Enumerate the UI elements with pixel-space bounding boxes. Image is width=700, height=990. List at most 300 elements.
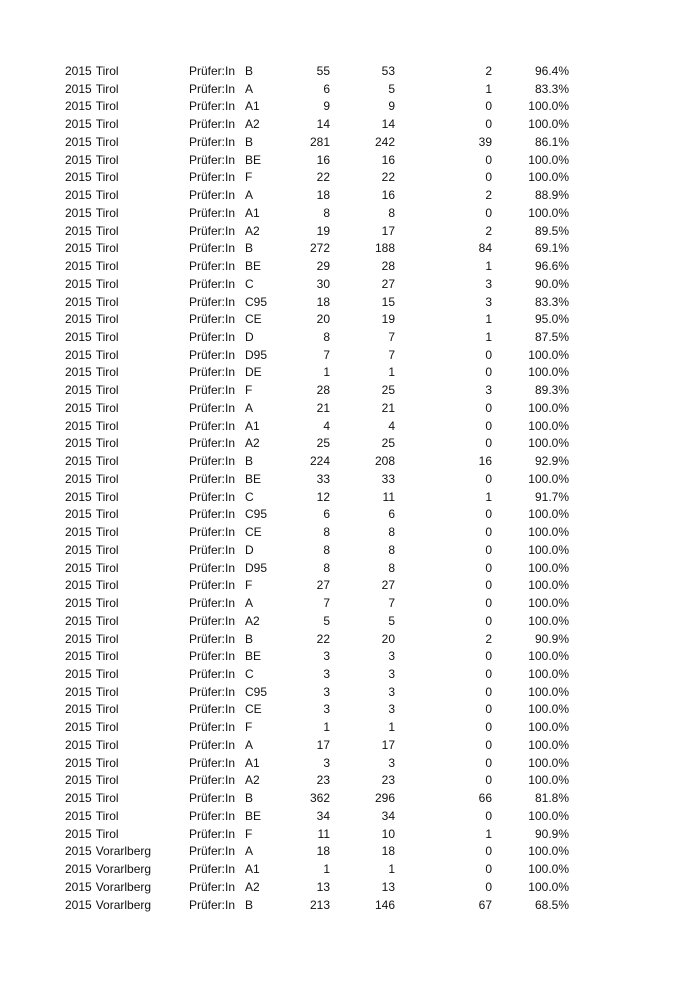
total-count-cell: 19 xyxy=(316,223,330,238)
data-table xyxy=(0,63,700,914)
failed-count-cell: 2 xyxy=(485,64,492,78)
total-count-cell: 3 xyxy=(323,649,330,664)
table-row xyxy=(0,719,700,737)
examiner-cell: Prüfer:In xyxy=(189,64,236,78)
pass-rate-cell: 100.0% xyxy=(528,99,569,114)
examiner-cell: Prüfer:In xyxy=(189,205,236,220)
year-cell: 2015 xyxy=(65,454,92,469)
failed-count-cell: 1 xyxy=(485,826,492,841)
region-cell: Tirol xyxy=(95,330,119,345)
failed-count-cell: 0 xyxy=(485,578,492,593)
table-row xyxy=(0,524,700,542)
examiner-cell: Prüfer:In xyxy=(189,791,236,806)
passed-count-cell: 3 xyxy=(388,666,395,681)
table-row xyxy=(0,808,700,826)
pass-rate-cell: 88.9% xyxy=(534,188,569,203)
pass-rate-cell: 89.3% xyxy=(534,383,569,398)
failed-count-cell: 0 xyxy=(485,844,492,859)
examiner-cell: Prüfer:In xyxy=(189,844,236,859)
passed-count-cell: 8 xyxy=(388,525,395,540)
table-row xyxy=(0,684,700,702)
year-cell: 2015 xyxy=(65,223,92,238)
pass-rate-cell: 100.0% xyxy=(528,844,569,859)
total-count-cell: 6 xyxy=(323,507,330,522)
region-cell: Tirol xyxy=(95,471,119,486)
passed-count-cell: 7 xyxy=(388,330,395,345)
failed-count-cell: 0 xyxy=(485,808,492,823)
table-row xyxy=(0,879,700,897)
passed-count-cell: 3 xyxy=(388,649,395,664)
total-count-cell: 3 xyxy=(323,702,330,717)
region-cell: Tirol xyxy=(95,737,119,752)
pass-rate-cell: 89.5% xyxy=(534,223,569,238)
license-class-cell: B xyxy=(245,241,254,256)
total-count-cell: 34 xyxy=(316,808,330,823)
year-cell: 2015 xyxy=(65,862,92,877)
failed-count-cell: 1 xyxy=(485,259,492,274)
table-row xyxy=(0,471,700,489)
region-cell: Tirol xyxy=(95,188,119,203)
year-cell: 2015 xyxy=(65,330,92,345)
license-class-cell: F xyxy=(245,170,253,185)
examiner-cell: Prüfer:In xyxy=(189,241,236,256)
total-count-cell: 3 xyxy=(323,684,330,699)
region-cell: Tirol xyxy=(95,241,119,256)
license-class-cell: BE xyxy=(245,808,262,823)
pass-rate-cell: 100.0% xyxy=(528,542,569,557)
total-count-cell: 55 xyxy=(316,64,330,78)
year-cell: 2015 xyxy=(65,808,92,823)
failed-count-cell: 0 xyxy=(485,205,492,220)
failed-count-cell: 0 xyxy=(485,507,492,522)
passed-count-cell: 8 xyxy=(388,560,395,575)
failed-count-cell: 3 xyxy=(485,276,492,291)
region-cell: Tirol xyxy=(95,720,119,735)
year-cell: 2015 xyxy=(65,347,92,362)
passed-count-cell: 8 xyxy=(388,542,395,557)
examiner-cell: Prüfer:In xyxy=(189,188,236,203)
region-cell: Tirol xyxy=(95,755,119,770)
passed-count-cell: 8 xyxy=(388,205,395,220)
total-count-cell: 25 xyxy=(316,436,330,451)
table-row xyxy=(0,169,700,187)
failed-count-cell: 0 xyxy=(485,613,492,628)
region-cell: Tirol xyxy=(95,170,119,185)
region-cell: Tirol xyxy=(95,347,119,362)
pass-rate-cell: 86.1% xyxy=(534,134,569,149)
license-class-cell: B xyxy=(245,631,254,646)
license-class-cell: B xyxy=(245,454,254,469)
examiner-cell: Prüfer:In xyxy=(189,117,236,132)
failed-count-cell: 0 xyxy=(485,773,492,788)
total-count-cell: 8 xyxy=(323,525,330,540)
table-row xyxy=(0,701,700,719)
examiner-cell: Prüfer:In xyxy=(189,613,236,628)
table-row xyxy=(0,116,700,134)
region-cell: Tirol xyxy=(95,383,119,398)
license-class-cell: A2 xyxy=(245,436,260,451)
total-count-cell: 13 xyxy=(316,879,330,894)
total-count-cell: 17 xyxy=(316,737,330,752)
total-count-cell: 18 xyxy=(316,844,330,859)
license-class-cell: DE xyxy=(245,365,262,380)
table-row xyxy=(0,595,700,613)
region-cell: Tirol xyxy=(95,294,119,309)
license-class-cell: A2 xyxy=(245,879,260,894)
failed-count-cell: 0 xyxy=(485,471,492,486)
year-cell: 2015 xyxy=(65,702,92,717)
region-cell: Tirol xyxy=(95,81,119,96)
failed-count-cell: 0 xyxy=(485,117,492,132)
license-class-cell: D xyxy=(245,330,254,345)
table-row xyxy=(0,382,700,400)
total-count-cell: 224 xyxy=(309,454,330,469)
passed-count-cell: 34 xyxy=(381,808,395,823)
pass-rate-cell: 100.0% xyxy=(528,170,569,185)
examiner-cell: Prüfer:In xyxy=(189,879,236,894)
examiner-cell: Prüfer:In xyxy=(189,862,236,877)
table-row xyxy=(0,506,700,524)
total-count-cell: 27 xyxy=(316,578,330,593)
passed-count-cell: 21 xyxy=(381,400,395,415)
examiner-cell: Prüfer:In xyxy=(189,773,236,788)
failed-count-cell: 1 xyxy=(485,489,492,504)
license-class-cell: C xyxy=(245,666,254,681)
region-cell: Tirol xyxy=(95,631,119,646)
examiner-cell: Prüfer:In xyxy=(189,684,236,699)
examiner-cell: Prüfer:In xyxy=(189,720,236,735)
failed-count-cell: 0 xyxy=(485,542,492,557)
region-cell: Vorarlberg xyxy=(95,844,152,859)
examiner-cell: Prüfer:In xyxy=(189,365,236,380)
failed-count-cell: 0 xyxy=(485,347,492,362)
year-cell: 2015 xyxy=(65,134,92,149)
pass-rate-cell: 90.9% xyxy=(534,826,569,841)
pass-rate-cell: 100.0% xyxy=(528,684,569,699)
examiner-cell: Prüfer:In xyxy=(189,489,236,504)
region-cell: Vorarlberg xyxy=(95,897,152,912)
passed-count-cell: 18 xyxy=(381,844,395,859)
pass-rate-cell: 92.9% xyxy=(534,454,569,469)
total-count-cell: 18 xyxy=(316,294,330,309)
examiner-cell: Prüfer:In xyxy=(189,294,236,309)
region-cell: Tirol xyxy=(95,117,119,132)
pass-rate-cell: 100.0% xyxy=(528,436,569,451)
year-cell: 2015 xyxy=(65,773,92,788)
table-row xyxy=(0,453,700,471)
table-row xyxy=(0,311,700,329)
table-row xyxy=(0,294,700,312)
pass-rate-cell: 100.0% xyxy=(528,613,569,628)
table-row xyxy=(0,205,700,223)
examiner-cell: Prüfer:In xyxy=(189,560,236,575)
passed-count-cell: 7 xyxy=(388,596,395,611)
region-cell: Tirol xyxy=(95,99,119,114)
failed-count-cell: 1 xyxy=(485,312,492,327)
year-cell: 2015 xyxy=(65,81,92,96)
table-row xyxy=(0,826,700,844)
year-cell: 2015 xyxy=(65,117,92,132)
total-count-cell: 213 xyxy=(309,897,330,912)
table-row xyxy=(0,631,700,649)
table-row xyxy=(0,613,700,631)
total-count-cell: 29 xyxy=(316,259,330,274)
total-count-cell: 3 xyxy=(323,755,330,770)
year-cell: 2015 xyxy=(65,525,92,540)
license-class-cell: A1 xyxy=(245,205,260,220)
table-row xyxy=(0,258,700,276)
region-cell: Tirol xyxy=(95,525,119,540)
license-class-cell: F xyxy=(245,826,253,841)
table-row xyxy=(0,897,700,915)
year-cell: 2015 xyxy=(65,418,92,433)
pass-rate-cell: 100.0% xyxy=(528,400,569,415)
table-row xyxy=(0,98,700,116)
year-cell: 2015 xyxy=(65,542,92,557)
pass-rate-cell: 100.0% xyxy=(528,808,569,823)
year-cell: 2015 xyxy=(65,276,92,291)
passed-count-cell: 1 xyxy=(388,720,395,735)
license-class-cell: CE xyxy=(245,702,262,717)
license-class-cell: C95 xyxy=(245,294,268,309)
examiner-cell: Prüfer:In xyxy=(189,152,236,167)
pass-rate-cell: 100.0% xyxy=(528,666,569,681)
table-row xyxy=(0,755,700,773)
failed-count-cell: 1 xyxy=(485,81,492,96)
year-cell: 2015 xyxy=(65,578,92,593)
total-count-cell: 18 xyxy=(316,188,330,203)
pass-rate-cell: 100.0% xyxy=(528,418,569,433)
license-class-cell: F xyxy=(245,383,253,398)
year-cell: 2015 xyxy=(65,312,92,327)
examiner-cell: Prüfer:In xyxy=(189,259,236,274)
table-row xyxy=(0,843,700,861)
region-cell: Tirol xyxy=(95,666,119,681)
pass-rate-cell: 81.8% xyxy=(534,791,569,806)
examiner-cell: Prüfer:In xyxy=(189,542,236,557)
year-cell: 2015 xyxy=(65,489,92,504)
failed-count-cell: 0 xyxy=(485,400,492,415)
total-count-cell: 22 xyxy=(316,170,330,185)
table-row xyxy=(0,63,700,81)
examiner-cell: Prüfer:In xyxy=(189,383,236,398)
total-count-cell: 14 xyxy=(316,117,330,132)
failed-count-cell: 0 xyxy=(485,170,492,185)
total-count-cell: 7 xyxy=(323,596,330,611)
table-row xyxy=(0,418,700,436)
region-cell: Tirol xyxy=(95,454,119,469)
total-count-cell: 9 xyxy=(323,99,330,114)
year-cell: 2015 xyxy=(65,507,92,522)
year-cell: 2015 xyxy=(65,400,92,415)
passed-count-cell: 4 xyxy=(388,418,395,433)
license-class-cell: B xyxy=(245,134,254,149)
year-cell: 2015 xyxy=(65,383,92,398)
passed-count-cell: 14 xyxy=(381,117,395,132)
examiner-cell: Prüfer:In xyxy=(189,312,236,327)
total-count-cell: 4 xyxy=(323,418,330,433)
year-cell: 2015 xyxy=(65,897,92,912)
passed-count-cell: 9 xyxy=(388,99,395,114)
pass-rate-cell: 100.0% xyxy=(528,879,569,894)
license-class-cell: B xyxy=(245,791,254,806)
pass-rate-cell: 100.0% xyxy=(528,347,569,362)
year-cell: 2015 xyxy=(65,259,92,274)
pass-rate-cell: 100.0% xyxy=(528,152,569,167)
total-count-cell: 6 xyxy=(323,81,330,96)
pass-rate-cell: 100.0% xyxy=(528,365,569,380)
year-cell: 2015 xyxy=(65,241,92,256)
failed-count-cell: 0 xyxy=(485,666,492,681)
failed-count-cell: 0 xyxy=(485,525,492,540)
pass-rate-cell: 68.5% xyxy=(534,897,569,912)
year-cell: 2015 xyxy=(65,755,92,770)
examiner-cell: Prüfer:In xyxy=(189,737,236,752)
total-count-cell: 30 xyxy=(316,276,330,291)
year-cell: 2015 xyxy=(65,649,92,664)
year-cell: 2015 xyxy=(65,99,92,114)
license-class-cell: A2 xyxy=(245,223,260,238)
pass-rate-cell: 96.6% xyxy=(534,259,569,274)
total-count-cell: 20 xyxy=(316,312,330,327)
pass-rate-cell: 100.0% xyxy=(528,525,569,540)
table-row xyxy=(0,187,700,205)
failed-count-cell: 0 xyxy=(485,99,492,114)
table-row xyxy=(0,329,700,347)
pass-rate-cell: 90.9% xyxy=(534,631,569,646)
table-row xyxy=(0,861,700,879)
failed-count-cell: 2 xyxy=(485,223,492,238)
examiner-cell: Prüfer:In xyxy=(189,755,236,770)
failed-count-cell: 0 xyxy=(485,560,492,575)
failed-count-cell: 0 xyxy=(485,755,492,770)
region-cell: Tirol xyxy=(95,152,119,167)
license-class-cell: B xyxy=(245,897,254,912)
total-count-cell: 8 xyxy=(323,542,330,557)
region-cell: Tirol xyxy=(95,489,119,504)
year-cell: 2015 xyxy=(65,631,92,646)
passed-count-cell: 28 xyxy=(381,259,395,274)
passed-count-cell: 3 xyxy=(388,684,395,699)
year-cell: 2015 xyxy=(65,436,92,451)
region-cell: Tirol xyxy=(95,436,119,451)
failed-count-cell: 0 xyxy=(485,684,492,699)
license-class-cell: C95 xyxy=(245,684,268,699)
total-count-cell: 21 xyxy=(316,400,330,415)
year-cell: 2015 xyxy=(65,188,92,203)
passed-count-cell: 146 xyxy=(374,897,395,912)
region-cell: Tirol xyxy=(95,276,119,291)
pass-rate-cell: 100.0% xyxy=(528,649,569,664)
examiner-cell: Prüfer:In xyxy=(189,649,236,664)
examiner-cell: Prüfer:In xyxy=(189,471,236,486)
region-cell: Tirol xyxy=(95,791,119,806)
year-cell: 2015 xyxy=(65,720,92,735)
examiner-cell: Prüfer:In xyxy=(189,436,236,451)
passed-count-cell: 17 xyxy=(381,737,395,752)
pass-rate-cell: 100.0% xyxy=(528,702,569,717)
year-cell: 2015 xyxy=(65,596,92,611)
year-cell: 2015 xyxy=(65,879,92,894)
pass-rate-cell: 83.3% xyxy=(534,294,569,309)
total-count-cell: 16 xyxy=(316,152,330,167)
examiner-cell: Prüfer:In xyxy=(189,170,236,185)
license-class-cell: A2 xyxy=(245,773,260,788)
license-class-cell: C95 xyxy=(245,507,268,522)
failed-count-cell: 66 xyxy=(478,791,492,806)
region-cell: Tirol xyxy=(95,134,119,149)
examiner-cell: Prüfer:In xyxy=(189,223,236,238)
examiner-cell: Prüfer:In xyxy=(189,578,236,593)
examiner-cell: Prüfer:In xyxy=(189,81,236,96)
passed-count-cell: 20 xyxy=(381,631,395,646)
region-cell: Tirol xyxy=(95,223,119,238)
passed-count-cell: 25 xyxy=(381,436,395,451)
examiner-cell: Prüfer:In xyxy=(189,897,236,912)
region-cell: Tirol xyxy=(95,418,119,433)
total-count-cell: 3 xyxy=(323,666,330,681)
passed-count-cell: 6 xyxy=(388,507,395,522)
region-cell: Tirol xyxy=(95,649,119,664)
license-class-cell: A xyxy=(245,596,254,611)
license-class-cell: BE xyxy=(245,649,262,664)
region-cell: Vorarlberg xyxy=(95,862,152,877)
license-class-cell: A xyxy=(245,737,254,752)
region-cell: Tirol xyxy=(95,542,119,557)
failed-count-cell: 0 xyxy=(485,418,492,433)
table-row xyxy=(0,790,700,808)
total-count-cell: 12 xyxy=(316,489,330,504)
license-class-cell: CE xyxy=(245,525,262,540)
total-count-cell: 1 xyxy=(323,365,330,380)
table-row xyxy=(0,772,700,790)
passed-count-cell: 11 xyxy=(382,489,395,504)
passed-count-cell: 16 xyxy=(381,152,395,167)
year-cell: 2015 xyxy=(65,471,92,486)
examiner-cell: Prüfer:In xyxy=(189,330,236,345)
license-class-cell: A2 xyxy=(245,613,260,628)
pass-rate-cell: 69.1% xyxy=(534,241,569,256)
license-class-cell: C xyxy=(245,489,254,504)
year-cell: 2015 xyxy=(65,791,92,806)
total-count-cell: 22 xyxy=(316,631,330,646)
license-class-cell: C xyxy=(245,276,254,291)
examiner-cell: Prüfer:In xyxy=(189,596,236,611)
total-count-cell: 5 xyxy=(323,613,330,628)
year-cell: 2015 xyxy=(65,844,92,859)
table-row xyxy=(0,737,700,755)
pass-rate-cell: 96.4% xyxy=(534,64,569,78)
passed-count-cell: 13 xyxy=(381,879,395,894)
failed-count-cell: 0 xyxy=(485,649,492,664)
region-cell: Tirol xyxy=(95,312,119,327)
examiner-cell: Prüfer:In xyxy=(189,631,236,646)
pass-rate-cell: 100.0% xyxy=(528,862,569,877)
passed-count-cell: 23 xyxy=(381,773,395,788)
examiner-cell: Prüfer:In xyxy=(189,666,236,681)
pass-rate-cell: 100.0% xyxy=(528,578,569,593)
region-cell: Tirol xyxy=(95,560,119,575)
failed-count-cell: 0 xyxy=(485,720,492,735)
passed-count-cell: 208 xyxy=(374,454,395,469)
year-cell: 2015 xyxy=(65,170,92,185)
pass-rate-cell: 100.0% xyxy=(528,720,569,735)
license-class-cell: CE xyxy=(245,312,262,327)
year-cell: 2015 xyxy=(65,560,92,575)
passed-count-cell: 27 xyxy=(381,276,395,291)
pass-rate-cell: 91.7% xyxy=(534,489,569,504)
failed-count-cell: 0 xyxy=(485,702,492,717)
